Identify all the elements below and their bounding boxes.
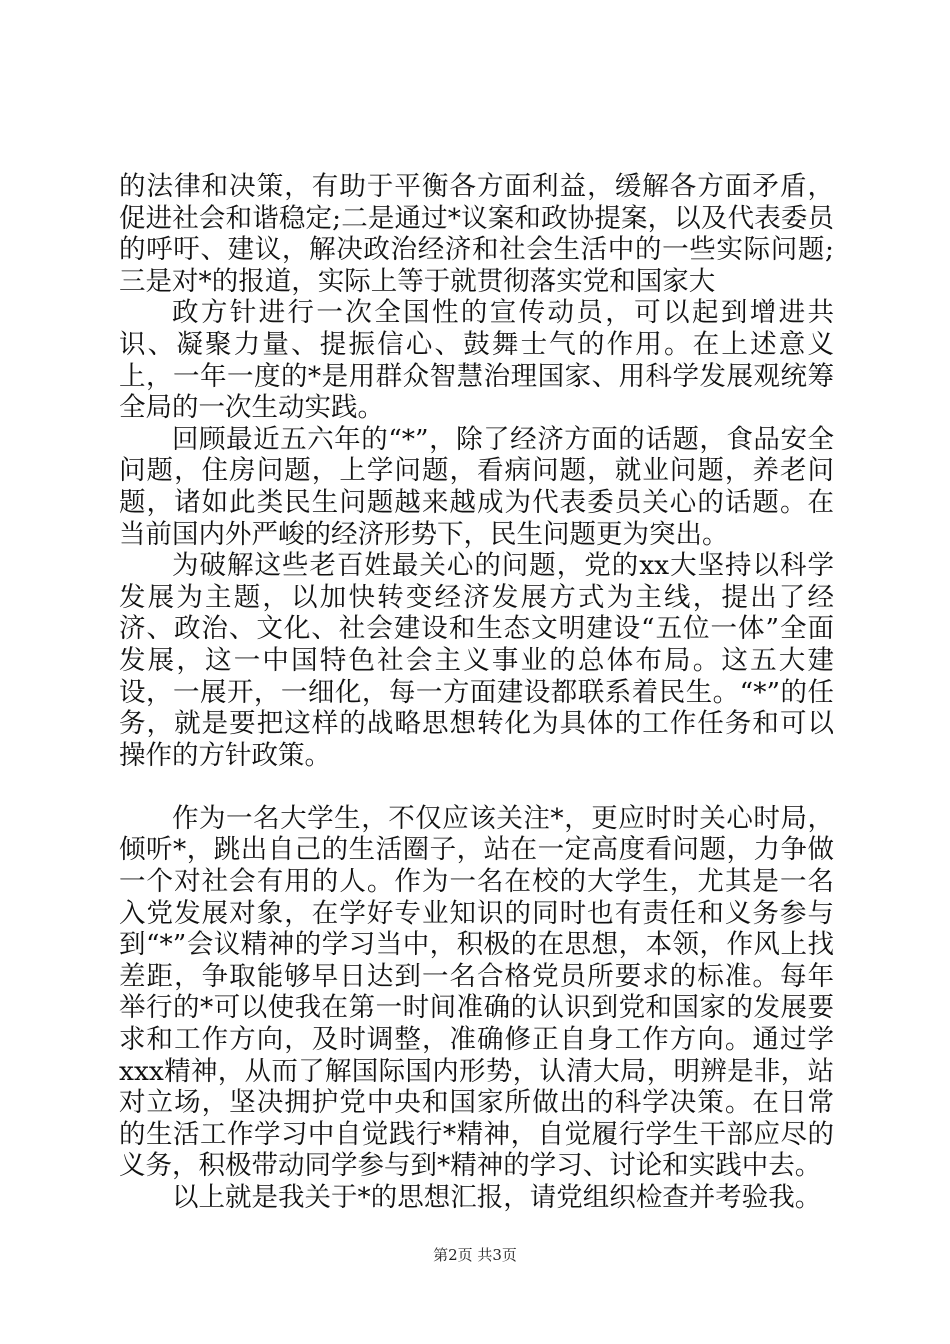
paragraph-five-in-one: 为破解这些老百姓最关心的问题，党的xx大坚持以科学发展为主题，以加快转变经济发展方式为主线，提出了经济、政治、文化、社会建设和生态文明建设“五位一体”全面发展，这一中国特色社会主义事业的总体布局。这五大建设，一展开，一细化，每一方面建设都联系着民生。“*”的任务，就是要把这样的战略思想转化为具体的工作任务和可以操作的方针政策。 — [119, 550, 834, 771]
document-body — [119, 171, 834, 1214]
paragraph-policy-propaganda: 政方针进行一次全国性的宣传动员，可以起到增进共识、凝聚力量、提振信心、鼓舞士气的作用。在上述意义上，一年一度的*是用群众智慧治理国家、用科学发展观统筹全局的一次生动实践。 — [119, 297, 834, 424]
page-number-footer: 第2页 共3页 — [433, 1246, 517, 1264]
paragraph-closing: 以上就是我关于*的思想汇报，请党组织检查并考验我。 — [172, 1182, 822, 1213]
paragraph-student-reflection: 作为一名大学生，不仅应该关注*，更应时时关心时局，倾听*，跳出自己的生活圈子，站在一定高度看问题，力争做一个对社会有用的人。作为一名在校的大学生，尤其是一名入党发展对象，在学好专业知识的同时也有责任和义务参与到“*”会议精神的学习当中，积极的在思想，本领，作风上找差距，争取能够早日达到一名合格党员所要求的标准。每年举行的*可以使我在第一时间准确的认识到党和国家的发展要求和工作方向，及时调整，准确修正自身工作方向。通过学xxx精神，从而了解国际国内形势，认清大局，明辨是非，站对立场，坚决拥护党中央和国家所做出的科学决策。在日常的生活工作学习中自觉践行*精神，自觉履行学生干部应尽的义务，积极带动同学参与到*精神的学习、讨论和实践中去。 — [119, 802, 834, 1182]
paragraph-continuation: 的法律和决策，有助于平衡各方面利益，缓解各方面矛盾，促进社会和谐稳定;二是通过*议案和政协提案，以及代表委员的呼吁、建议，解决政治经济和社会生活中的一些实际问题;三是对*的报道，实际上等于就贯彻落实党和国家大 — [119, 171, 834, 297]
paragraph-livelihood-issues: 回顾最近五六年的“*”，除了经济方面的话题，食品安全问题，住房问题，上学问题，看病问题，就业问题，养老问题，诸如此类民生问题越来越成为代表委员关心的话题。在当前国内外严峻的经济形势下，民生问题更为突出。 — [119, 423, 834, 550]
